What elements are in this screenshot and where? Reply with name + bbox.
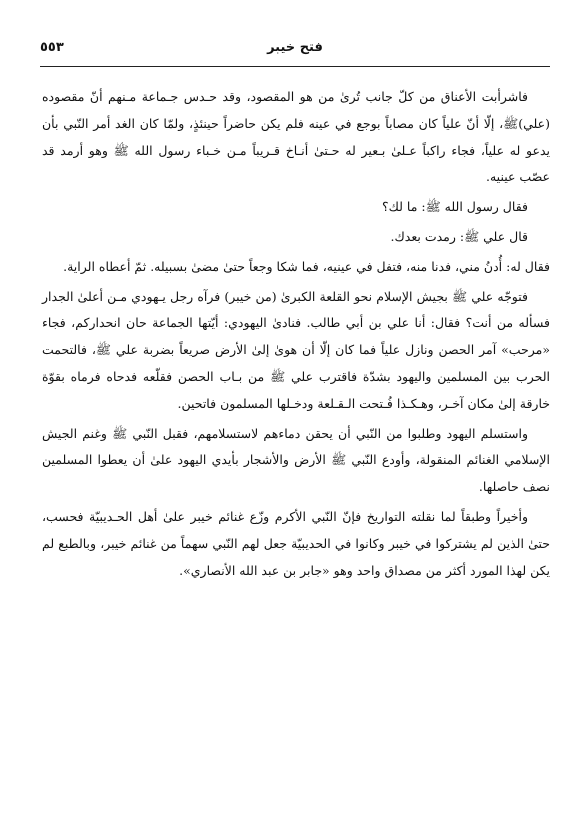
header-divider [40,66,550,67]
running-header [40,36,550,64]
paragraph-4: فقال له: أُدنُ مني، فدنا منه، فتفل في عينيه، فما شكا وجعاً حتىٰ مضىٰ بسبيله. ثمّ أعطاه الراية. [63,258,550,274]
page-number: ٥٥٣ [40,40,64,55]
paragraph-1: فاشرأبت الأعناق من كلّ جانب تُرىٰ من هو المقصود، وقد حـدس جـماعة مـنهم أنّ مقصوده (علي)ﷺ، إلّا أنّ علياً كان مصاباً بوجع في عينه فلم يكن حاضراً حينئذٍ، ولمّا كان الغد أمر النّبي بأن يدعو له علياً، فجاء راكباً عـلىٰ بـعير له حـتىٰ أنـاخ قـريباً مـن خـباء رسول الله ﷺ وهو أرمد قد عصّب عينيه. [42,89,550,185]
paragraph-7: وأخيراً وطبقاً لما نقلته التواريخ فإنّ النّبي الأكرم وزّع غنائم خيبر علىٰ أهل الحـديبيّة فحسب، حتىٰ الذين لم يشتركوا في خيبر وكانوا في الحديبيّة جعل لهم النّبي سهماً من غنائم خيبر، وبالطبع لم يكن لهذا المورد أكثر من مصداق واحد وهو «جابر بن عبد الله الأنصاري». [42,508,550,578]
paragraph-5: فتوجّه علي ﷺ بجيش الإسلام نحو القلعة الكبرىٰ (من خيبر) فرآه رجل يـهودي مـن أعلىٰ الجدار فسأله من أنت؟ فقال: أنا علي بن أبي طالب. فنادىٰ اليهودي: أيّتها الجماعة حان انحدارکم، فجاء «مرحب» آمر الحصن ونازل علياً فما كان إلّا أن هوىٰ إلىٰ الأرض صريعاً بضربة علي ﷺ، فالتحمت الحرب بين المسلمين واليهود بشدّة فاقترب علي ﷺ من بـاب الحصن فقلّعه فدحاه فرماه بقوّة خارقة إلىٰ مكان آخـر، وهـكـذا فُـتحت الـقـلعة ودخـلها المسلمون فاتحين. [42,288,550,411]
chapter-title: فتح خيبر [267,40,323,55]
paragraph-3: قال علي ﷺ: رمدت بعدك. [390,228,528,244]
body-text [42,84,550,587]
paragraph-6: واستسلم اليهود وطلبوا من النّبي أن يحقن دماءهم لاستسلامهم، فقبل النّبي ﷺ وغنم الجيش الإسلامي الغنائم المنقولة، وأودع النّبي ﷺ الأرض والأشجار بأيدي اليهود علىٰ أن يعطوا المسلمين نصف حاصلها. [42,425,550,495]
paragraph-2: فقال رسول الله ﷺ: ما لك؟ [381,199,528,215]
